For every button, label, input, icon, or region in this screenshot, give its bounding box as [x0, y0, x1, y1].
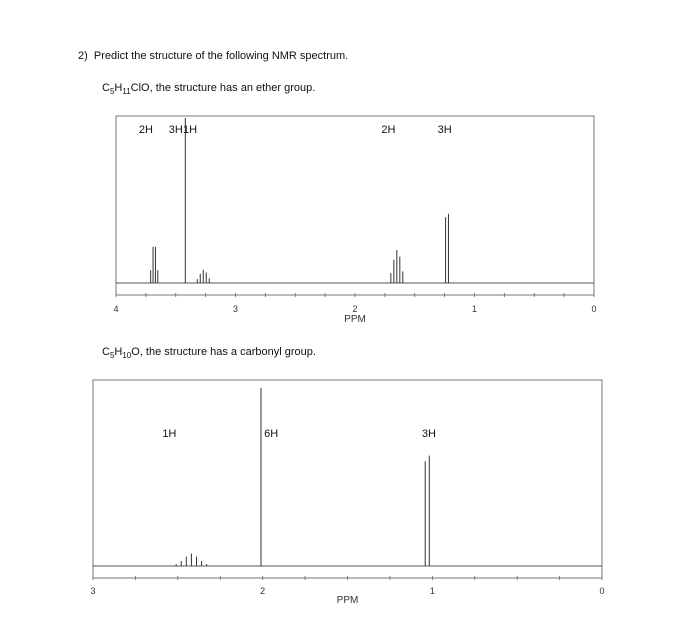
tick-label: 1: [471, 304, 478, 314]
tick-label: 3: [90, 586, 96, 596]
tick-label: 2: [260, 586, 266, 596]
tick-label: 0: [599, 586, 605, 596]
peak-doublet: [425, 456, 429, 566]
spectrum-2: [90, 380, 604, 606]
x-axis-label: PPM: [336, 595, 359, 606]
peak-septet: [176, 554, 207, 566]
integration-label: 3H: [168, 124, 183, 136]
integration-label: 3H: [437, 124, 452, 136]
integration-label: 2H: [381, 124, 396, 136]
peak-doublet: [446, 214, 449, 283]
peak-multiplet: [197, 270, 209, 283]
tick-label: 3: [232, 304, 239, 314]
spectrum-1: [113, 116, 596, 325]
formula-ether: $C_5H_{11}ClO$, the structure has an ether group.: [102, 82, 316, 97]
peak-quartet: [151, 247, 158, 283]
peak-multiplet: [391, 250, 403, 283]
tick-label: 4: [113, 304, 119, 314]
integration-label: 2H: [138, 124, 153, 136]
integration-label: 1H: [162, 428, 177, 440]
integration-label: 1H: [183, 124, 198, 136]
plot-frame: [93, 380, 602, 578]
formula-carbonyl: $C_5H_{10}O$, the structure has a carbonyl group.: [102, 346, 316, 361]
integration-label: 6H: [264, 428, 279, 440]
question-number: 2): [78, 50, 88, 62]
plot-frame: [116, 116, 594, 295]
x-axis-label: PPM: [344, 314, 366, 325]
tick-label: 0: [591, 304, 597, 314]
integration-label: 3H: [421, 428, 436, 440]
question-prompt: Predict the structure of the following NMR spectrum.: [93, 50, 349, 62]
tick-label: 2: [352, 304, 358, 314]
tick-label: 1: [429, 586, 435, 596]
